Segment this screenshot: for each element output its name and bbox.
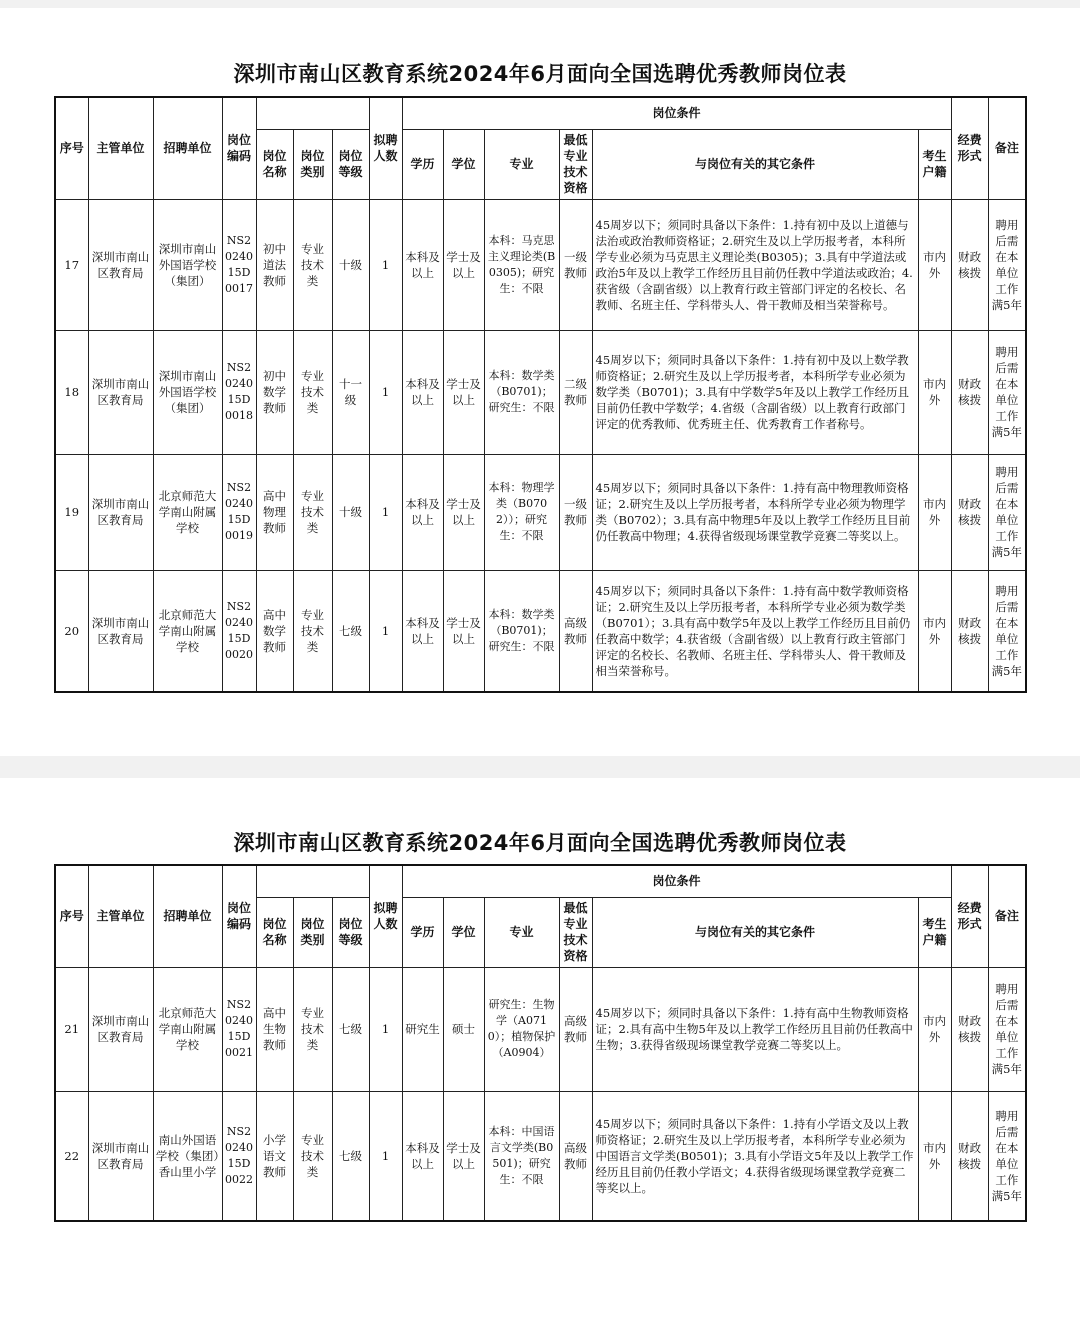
- cell-pos-name: 高中数学教师: [256, 570, 293, 692]
- cell-edu: 研究生: [402, 967, 443, 1091]
- table-row: [55, 570, 1026, 692]
- cell-remark: 聘用后需在本单位工作满5年: [988, 454, 1026, 570]
- cell-pos-name: 高中生物教师: [256, 967, 293, 1091]
- cell-pos-name: 高中物理教师: [256, 454, 293, 570]
- header-major: 专业: [484, 897, 559, 967]
- cell-remark: 聘用后需在本单位工作满5年: [988, 199, 1026, 330]
- cell-pos-type: 专业技术类: [293, 570, 332, 692]
- header-other: 与岗位有关的其它条件: [592, 897, 918, 967]
- table-row: [55, 1091, 1026, 1221]
- cell-pos-name: 小学语文教师: [256, 1091, 293, 1221]
- header-edu: 学历: [402, 897, 443, 967]
- job-table: [54, 864, 1027, 1222]
- cell-pos-level: 七级: [332, 967, 369, 1091]
- header-blank: [256, 97, 369, 129]
- header-count: 拟聘人数: [369, 97, 402, 199]
- cell-degree: 学士及以上: [443, 570, 484, 692]
- cell-major: 本科：数学类（B0701)；研究生：不限: [484, 330, 559, 454]
- cell-degree: 学士及以上: [443, 330, 484, 454]
- cell-edu: 本科及以上: [402, 1091, 443, 1221]
- cell-code: NS2024015D0021: [222, 967, 256, 1091]
- cell-unit: 北京师范大学南山附属学校: [153, 570, 222, 692]
- cell-funding: 财政核拨: [951, 454, 988, 570]
- cell-qual: 高级教师: [559, 1091, 592, 1221]
- header-pos-level: 岗位等级: [332, 897, 369, 967]
- cell-seq: 18: [55, 330, 88, 454]
- cell-pos-level: 十级: [332, 199, 369, 330]
- cell-code: NS2024015D0017: [222, 199, 256, 330]
- cell-pos-level: 七级: [332, 570, 369, 692]
- table-row: [55, 330, 1026, 454]
- cell-huji: 市内外: [918, 570, 951, 692]
- table-row: [55, 199, 1026, 330]
- header-pos-level: 岗位等级: [332, 129, 369, 199]
- cell-count: 1: [369, 967, 402, 1091]
- header-blank: [256, 865, 369, 897]
- cell-funding: 财政核拨: [951, 967, 988, 1091]
- cell-qual: 一级教师: [559, 199, 592, 330]
- cell-pos-level: 十一级: [332, 330, 369, 454]
- job-table: [54, 96, 1027, 693]
- cell-count: 1: [369, 570, 402, 692]
- header-degree: 学位: [443, 897, 484, 967]
- cell-other: 45周岁以下；须同时具备以下条件：1.持有小学语文及以上教师资格证；2.研究生及以上学历报考者，本科所学专业必须为中国语言文学类(B0501)；3.具有小学语文5年及以上教学工作经历且目前仍任教小学语文；4.获得省级现场课堂教学竞赛二等奖以上。: [592, 1091, 918, 1221]
- cell-seq: 19: [55, 454, 88, 570]
- cell-unit: 北京师范大学南山附属学校: [153, 454, 222, 570]
- cell-qual: 二级教师: [559, 330, 592, 454]
- cell-qual: 高级教师: [559, 570, 592, 692]
- cell-pos-type: 专业技术类: [293, 330, 332, 454]
- cell-other: 45周岁以下；须同时具备以下条件：1.持有高中数学教师资格证；2.研究生及以上学历报考者，本科所学专业必须为数学类（B0701）；3.具有高中数学5年及以上教学工作经历且目前仍任教高中数学；4.获省级（含副省级）以上教育行政主管部门评定的名校长、名教师、名班主任、学科带头人、骨干教师及相当荣誉称号。: [592, 570, 918, 692]
- cell-pos-name: 初中数学教师: [256, 330, 293, 454]
- cell-pos-type: 专业技术类: [293, 967, 332, 1091]
- cell-dept: 深圳市南山区教育局: [88, 199, 153, 330]
- cell-pos-level: 十级: [332, 454, 369, 570]
- header-remark: 备注: [988, 865, 1026, 967]
- cell-degree: 学士及以上: [443, 1091, 484, 1221]
- cell-huji: 市内外: [918, 454, 951, 570]
- cell-pos-type: 专业技术类: [293, 454, 332, 570]
- cell-degree: 学士及以上: [443, 199, 484, 330]
- cell-edu: 本科及以上: [402, 570, 443, 692]
- cell-other: 45周岁以下；须同时具备以下条件：1.持有高中物理教师资格证；2.研究生及以上学历报考者，本科所学专业必须为物理学类（B0702）；3.具有高中物理5年及以上教学工作经历且目前仍任教高中物理；4.获得省级现场课堂教学竞赛二等奖以上。: [592, 454, 918, 570]
- cell-other: 45周岁以下；须同时具备以下条件：1.持有初中及以上道德与法治或政治教师资格证；2.研究生及以上学历报考者，本科所学专业必须为马克思主义理论类(B0305)；3.具有中学道法或政治5年及以上教学工作经历且目前仍任教中学道法或政治；4.获省级（含副省级）以上教育行政主管部门评定的名校长、名教师、名班主任、学科带头人、骨干教师及相当荣誉称号。: [592, 199, 918, 330]
- cell-seq: 22: [55, 1091, 88, 1221]
- cell-code: NS2024015D0020: [222, 570, 256, 692]
- cell-major: 本科：马克思主义理论类(B0305)；研究生：不限: [484, 199, 559, 330]
- cell-major: 本科：物理学类（B0702））；研究生：不限: [484, 454, 559, 570]
- cell-count: 1: [369, 454, 402, 570]
- header-funding: 经费形式: [951, 865, 988, 967]
- cell-dept: 深圳市南山区教育局: [88, 967, 153, 1091]
- cell-dept: 深圳市南山区教育局: [88, 330, 153, 454]
- header-code: 岗位编码: [222, 97, 256, 199]
- header-qual: 最低专业技术资格: [559, 897, 592, 967]
- header-other: 与岗位有关的其它条件: [592, 129, 918, 199]
- cell-funding: 财政核拨: [951, 570, 988, 692]
- cell-count: 1: [369, 199, 402, 330]
- cell-unit: 北京师范大学南山附属学校: [153, 967, 222, 1091]
- header-dept: 主管单位: [88, 865, 153, 967]
- cell-funding: 财政核拨: [951, 1091, 988, 1221]
- cell-huji: 市内外: [918, 199, 951, 330]
- cell-count: 1: [369, 330, 402, 454]
- document-page-2: [0, 778, 1080, 1332]
- cell-major: 研究生：生物学（A0710）；植物保护（A0904）: [484, 967, 559, 1091]
- header-unit: 招聘单位: [153, 97, 222, 199]
- cell-unit: 深圳市南山外国语学校（集团）: [153, 199, 222, 330]
- header-seq: 序号: [55, 97, 88, 199]
- cell-other: 45周岁以下；须同时具备以下条件：1.持有初中及以上数学教师资格证；2.研究生及以上学历报考者，本科所学专业必须为数学类（B0701)；3.具有中学数学5年及以上教学工作经历且目前仍任教中学数学；4.省级（含副省级）以上教育行政部门评定的优秀教师、优秀班主任、优秀教育工作者称号。: [592, 330, 918, 454]
- header-pos-name: 岗位名称: [256, 129, 293, 199]
- cell-unit: 南山外国语学校（集团）香山里小学: [153, 1091, 222, 1221]
- header-huji: 考生户籍: [918, 129, 951, 199]
- cell-pos-level: 七级: [332, 1091, 369, 1221]
- table-row: [55, 967, 1026, 1091]
- cell-major: 本科：数学类（B0701)；研究生：不限: [484, 570, 559, 692]
- cell-seq: 21: [55, 967, 88, 1091]
- cell-remark: 聘用后需在本单位工作满5年: [988, 967, 1026, 1091]
- page-title: 深圳市南山区教育系统2024年6月面向全国选聘优秀教师岗位表: [233, 62, 847, 86]
- cell-dept: 深圳市南山区教育局: [88, 1091, 153, 1221]
- cell-edu: 本科及以上: [402, 454, 443, 570]
- cell-dept: 深圳市南山区教育局: [88, 570, 153, 692]
- cell-qual: 一级教师: [559, 454, 592, 570]
- header-code: 岗位编码: [222, 865, 256, 967]
- header-remark: 备注: [988, 97, 1026, 199]
- cell-count: 1: [369, 1091, 402, 1221]
- cell-code: NS2024015D0019: [222, 454, 256, 570]
- header-seq: 序号: [55, 865, 88, 967]
- header-dept: 主管单位: [88, 97, 153, 199]
- cell-funding: 财政核拨: [951, 330, 988, 454]
- cell-pos-name: 初中道法教师: [256, 199, 293, 330]
- cell-code: NS2024015D0018: [222, 330, 256, 454]
- header-degree: 学位: [443, 129, 484, 199]
- cell-seq: 20: [55, 570, 88, 692]
- cell-degree: 硕士: [443, 967, 484, 1091]
- header-pos-type: 岗位类别: [293, 129, 332, 199]
- header-conditions: 岗位条件: [402, 865, 951, 897]
- cell-remark: 聘用后需在本单位工作满5年: [988, 330, 1026, 454]
- cell-funding: 财政核拨: [951, 199, 988, 330]
- cell-pos-type: 专业技术类: [293, 199, 332, 330]
- cell-unit: 深圳市南山外国语学校（集团）: [153, 330, 222, 454]
- cell-pos-type: 专业技术类: [293, 1091, 332, 1221]
- header-qual: 最低专业技术资格: [559, 129, 592, 199]
- cell-degree: 学士及以上: [443, 454, 484, 570]
- table-row: [55, 454, 1026, 570]
- header-funding: 经费形式: [951, 97, 988, 199]
- cell-qual: 高级教师: [559, 967, 592, 1091]
- header-unit: 招聘单位: [153, 865, 222, 967]
- cell-huji: 市内外: [918, 967, 951, 1091]
- cell-edu: 本科及以上: [402, 330, 443, 454]
- cell-seq: 17: [55, 199, 88, 330]
- page-title: 深圳市南山区教育系统2024年6月面向全国选聘优秀教师岗位表: [233, 831, 847, 855]
- cell-edu: 本科及以上: [402, 199, 443, 330]
- header-pos-type: 岗位类别: [293, 897, 332, 967]
- cell-remark: 聘用后需在本单位工作满5年: [988, 570, 1026, 692]
- cell-major: 本科：中国语言文学类(B0501)；研究生：不限: [484, 1091, 559, 1221]
- header-conditions: 岗位条件: [402, 97, 951, 129]
- cell-code: NS2024015D0022: [222, 1091, 256, 1221]
- cell-huji: 市内外: [918, 1091, 951, 1221]
- header-edu: 学历: [402, 129, 443, 199]
- header-major: 专业: [484, 129, 559, 199]
- document-page-1: [0, 8, 1080, 756]
- cell-dept: 深圳市南山区教育局: [88, 454, 153, 570]
- header-count: 拟聘人数: [369, 865, 402, 967]
- cell-other: 45周岁以下；须同时具备以下条件：1.持有高中生物教师资格证；2.具有高中生物5年及以上教学工作经历且目前仍任教高中生物；3.获得省级现场课堂教学竞赛二等奖以上。: [592, 967, 918, 1091]
- cell-huji: 市内外: [918, 330, 951, 454]
- header-huji: 考生户籍: [918, 897, 951, 967]
- cell-remark: 聘用后需在本单位工作满5年: [988, 1091, 1026, 1221]
- header-pos-name: 岗位名称: [256, 897, 293, 967]
